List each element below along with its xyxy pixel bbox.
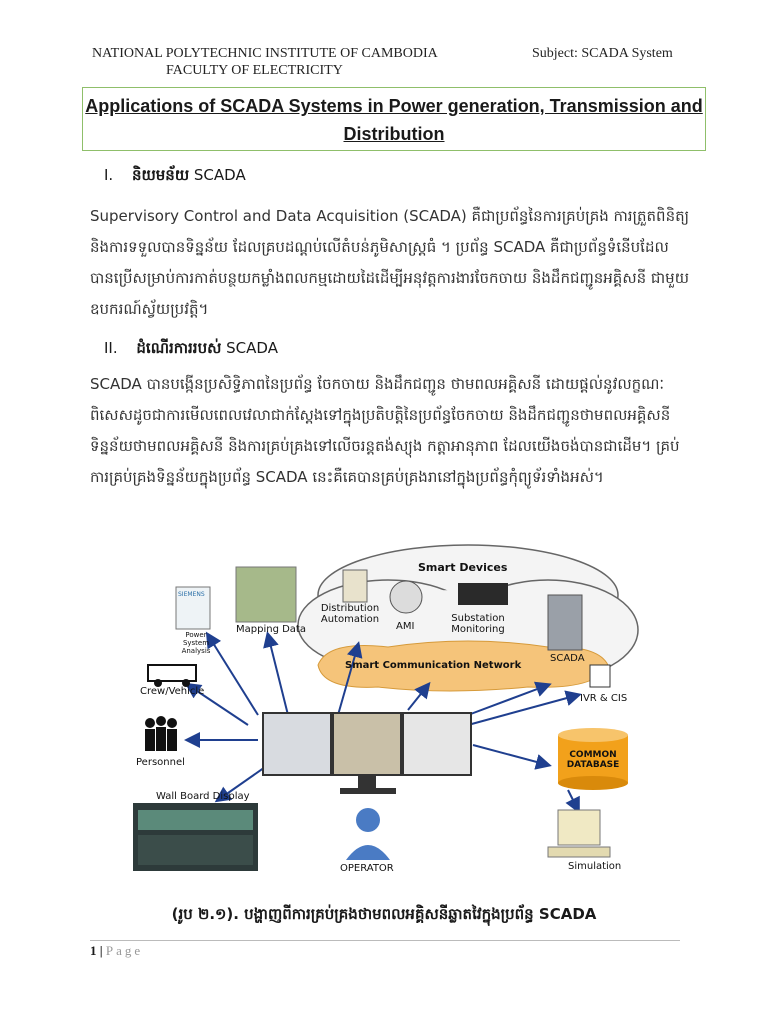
section-1-heading — [104, 166, 246, 188]
label-ivr: IVR & CIS — [580, 693, 628, 704]
paragraph-2: SCADA បានបង្កើនប្រសិទ្ធិភាពនៃប្រព័ន្ធ ចែកចាយ និងដឹកជញ្ជូន ថាមពលអគ្គិសនី ដោយផ្តល់នូវលក្ខណៈពិសេសដូចជាការមើលពេលវេលាជាក់ស្តែងទៅក្នុងប្រតិបត្តិនៃប្រព័ន្ធចែកចាយ និងដឹកជញ្ជូនថាមពលអគ្គិសនី ទិន្នន័យថាមពលអគ្គិសនី និងការគ្រប់គ្រងទៅលើចរន្តតង់ស្យុង កត្តាអានុភាព ដែលយើងចង់បានជាដើម។ គ្រប់ការគ្រប់គ្រងទិន្នន័យក្នុងប្រព័ន្ធ SCADA នេះគឺគេបានគ្រប់គ្រងរានៅក្នុងប្រព័ន្ធកុំព្យូទ័រទាំងអស់។ — [90, 375, 680, 486]
section-2-title: ដំណើរការរបស់ — [136, 339, 222, 357]
page-number: 1 — [90, 943, 97, 958]
label-network: Smart Communication Network — [345, 660, 522, 671]
distribution-box-icon — [343, 570, 367, 602]
footer — [90, 943, 143, 959]
header-faculty: FACULTY OF ELECTRICITY — [166, 63, 343, 78]
label-scada: SCADA — [550, 653, 585, 664]
label-operator: OPERATOR — [340, 863, 394, 874]
operator-monitors — [263, 713, 471, 794]
label-smart-devices: Smart Devices — [418, 561, 508, 574]
label-power-system-analysis: Power System Analysis — [181, 631, 211, 655]
label-mapping-data: Mapping Data — [236, 624, 306, 635]
section-1-title: និយមន័យ — [131, 166, 190, 184]
label-simulation: Simulation — [568, 861, 622, 872]
figure-caption: (រូប ២.១). បង្ហាញពីការគ្រប់គ្រងថាមពលអគ្គិសនីឆ្លាតវៃក្នុងប្រព័ន្ធ SCADA — [171, 905, 597, 923]
phone-icon — [590, 665, 610, 687]
header-subject: Subject: SCADA System — [532, 46, 673, 61]
footer-divider — [90, 940, 680, 941]
scada-transformer-icon — [548, 595, 582, 650]
substation-camera-icon — [458, 583, 508, 605]
section-2-heading — [104, 339, 278, 361]
label-siemens: SIEMENS — [178, 591, 205, 598]
page-label: Page — [105, 943, 144, 958]
mapping-data-icon — [236, 567, 296, 622]
section-2-suffix: SCADA — [226, 339, 278, 357]
label-crew-vehicle: Crew/Vehicle — [140, 686, 205, 697]
scada-diagram — [128, 535, 648, 885]
scada-diagram-graphic — [128, 535, 648, 885]
ami-meter-icon — [390, 581, 422, 613]
label-wall-board: Wall Board Display — [156, 791, 250, 802]
title-line-1: Applications of SCADA Systems in Power generation, Transmission and — [85, 96, 703, 116]
operator-icon — [346, 808, 390, 860]
section-1-suffix: SCADA — [193, 166, 246, 184]
label-common-database: COMMON DATABASE — [566, 750, 620, 770]
wall-board-icon — [133, 803, 258, 871]
personnel-icon — [145, 716, 177, 751]
title-line-2: Distribution — [343, 124, 445, 144]
label-ami: AMI — [396, 621, 415, 632]
label-personnel: Personnel — [136, 757, 185, 768]
header-institute: NATIONAL POLYTECHNIC INSTITUTE OF CAMBODIA — [92, 46, 438, 61]
section-2-number: II. — [104, 339, 118, 357]
paragraph-1: Supervisory Control and Data Acquisition (SCADA) គឺជាប្រព័ន្ធនៃការគ្រប់គ្រង ការត្រួតពិនិត្យនិងការទទួលបានទិន្នន័យ ដែលគ្របដណ្ដប់លើតំបន់ភូមិសាស្ត្រធំ ។ ប្រព័ន្ធ SCADA គឺជាប្រព័ន្ធទំនើបដែលបានប្រើសម្រាប់ការកាត់បន្ថយកម្លាំងពលកម្មដោយដៃដើម្បីអនុវត្តការងារចែកចាយ និងដឹកជញ្ជូនអគ្គិសនី ជាមួយឧបករណ៍ស្វ័យប្រវត្តិ។ — [90, 207, 690, 318]
section-1-number: I. — [104, 166, 114, 184]
label-distribution-automation: Distribution Automation — [320, 603, 380, 625]
label-substation-monitoring: Substation Monitoring — [451, 613, 505, 635]
crew-vehicle-icon — [148, 665, 196, 687]
title-box — [82, 87, 706, 151]
simulation-computer-icon — [548, 810, 610, 857]
page-separator: | — [99, 943, 103, 958]
